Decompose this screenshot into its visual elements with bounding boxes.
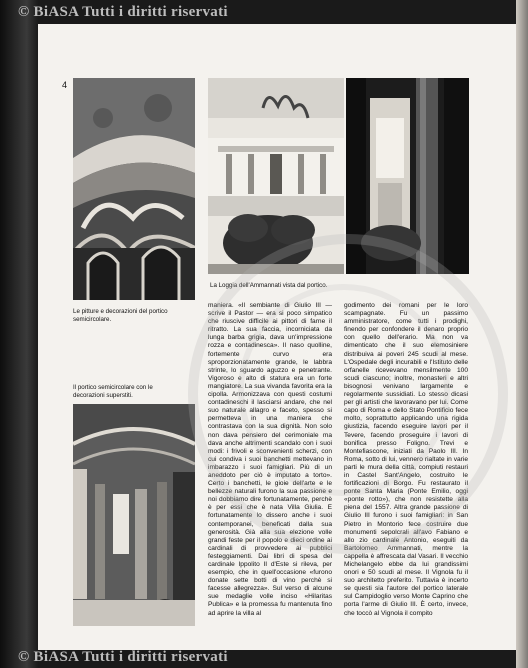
portico-columns-illustration [346, 78, 469, 274]
book-spine [0, 0, 38, 668]
semicircular-portico-illustration [73, 404, 195, 626]
text-column-middle: maniera. «Il sembiante di Giulio III — scrive il Pastor — era si poco simpatico che riuscive difficile ai pittori di farne il ritratto. La sua faccia, incorniciata da lunga barba grigia, dava un'impressione rozza e contadinesca». Il naso quolline, fortemente curvo era sproporzionatamente grande, le labbra strinte, lo sguardo aguzzo e penetrante. Vigoroso e alto di statura era un forte mangiatore. La sua vivanda favorita era la cipolla. Armonizzava con questi costumi contadineschi il lasciarsi andare, che nel suo naturale allagro e faceto, spesso si permetteva in una maniera che contrastava con la sua dignità. Non solo non dava pensiero del cerimoniale ma dava anche altrimenti scandalo con i suoi modi: i frivoli e sconvenienti scherzi, con cui condiva i suoi banchetti mettevano in imbarazzo i suoi famigliari. Più di un aneddoto per ciò è imputato a torto». Certo i banchetti, le gioie dell'arte e le bellezze naturali furono la sua passione e noi dobbiamo dire fortunatamente, perchè è per essi che è nata Villa Giulia. E fortunatamente lo dissero anche i suoi contemporanei, beneficati dalla sua generosità. Già alla sua elezione volle grandi feste per il popolo e dieci ordine ai cardinali di provvedere ai pubblici festeggiamenti. Dai libri di spesa del cardinale Ippolito II d'Este si rileva, per esempio, che in quell'occasione «furono donate sette botti di vino perchè si facesse allegrezza». Sul verso di alcune sue medaglie volle inciso «Hilaritas Publica» e la promessa fu mantenuta fino ad aprire la villa al [208, 302, 332, 617]
photo-loggia [208, 78, 344, 274]
caption-semicircular-portico: Il portico semicircolare con le decorazioni superstiti. [73, 384, 153, 399]
photo-vault-paintings [73, 78, 195, 300]
text-column-right: godimento dei romani per le loro scampagnate. Fu un passimo amministratore, come tutti i prodighi, finendo per confondere il denaro proprio con quello dell'erario. Ma non va dimenticato che il suo elemosiniere distribuiva ai poveri 245 scudi al mese. L'Ospedale degli incurabili e l'Istituto delle orfanelle ricevevano mensilmente 100 scudi ciascuno; inoltre, monasteri e altri bisognosi venivano largamente e regolarmente sussidiati. Lo stesso dicasi per gli artisti che lavoravano per lui. Come capo di Roma e dello Stato Pontificio fece molto, soprattutto applicando una rigida giustizia, facendo eseguire lavori per il Tevere, facendo proseguire i lavori di bonifica presso Foligno. Trevi e Montefiascone, iniziati da Paolo III. In Roma, sotto di lui, vennero rialtate in varie parti le mura della città, compiuti restauri in Castel Sant'Angelo, costruito le fortificazioni di Borgo. Fu restaurato il ponte Santa Maria (Ponte Emilio, oggi «ponte rotto»), che non resistette alla piena del 1557. Altra grande passione di Giulio III furono i suoi famigliari: in San Pietro in Montorio fece costruire due monumenti sepolcrali all'avo Fabiano e allo zio cardinale Antonio, eseguiti da Bartolomeo Ammannati, mentre la cappella è affrescata dal Vasari. Il vecchio Michelangelo ebbe da lui grandissimi onori e 50 scudi al mese. Il Vignola fu il suo architetto preferito. Tuttavia è incerto se questi sia l'autore del portico laterale sul Campidoglio verso Monte Caprino che porta l'arme di Giulio III. È certo, invece, che toccò al Vignola il compito [344, 302, 468, 617]
loggia-illustration [208, 78, 344, 274]
page-number: 4 [62, 80, 68, 90]
caption-vault-paintings: Le pitture e decorazioni del portico semicircolare. [73, 308, 168, 323]
watermark-top: © BiASA Tutti i diritti riservati [18, 4, 228, 20]
vault-illustration [73, 78, 195, 300]
watermark-bottom: © BiASA Tutti i diritti riservati [18, 649, 228, 665]
photo-portico-columns [346, 78, 469, 274]
page-edge [516, 0, 528, 668]
caption-loggia: La Loggia dell'Ammannati vista dal portico. [210, 282, 328, 289]
book-page [38, 24, 516, 650]
photo-semicircular-portico [73, 404, 195, 626]
